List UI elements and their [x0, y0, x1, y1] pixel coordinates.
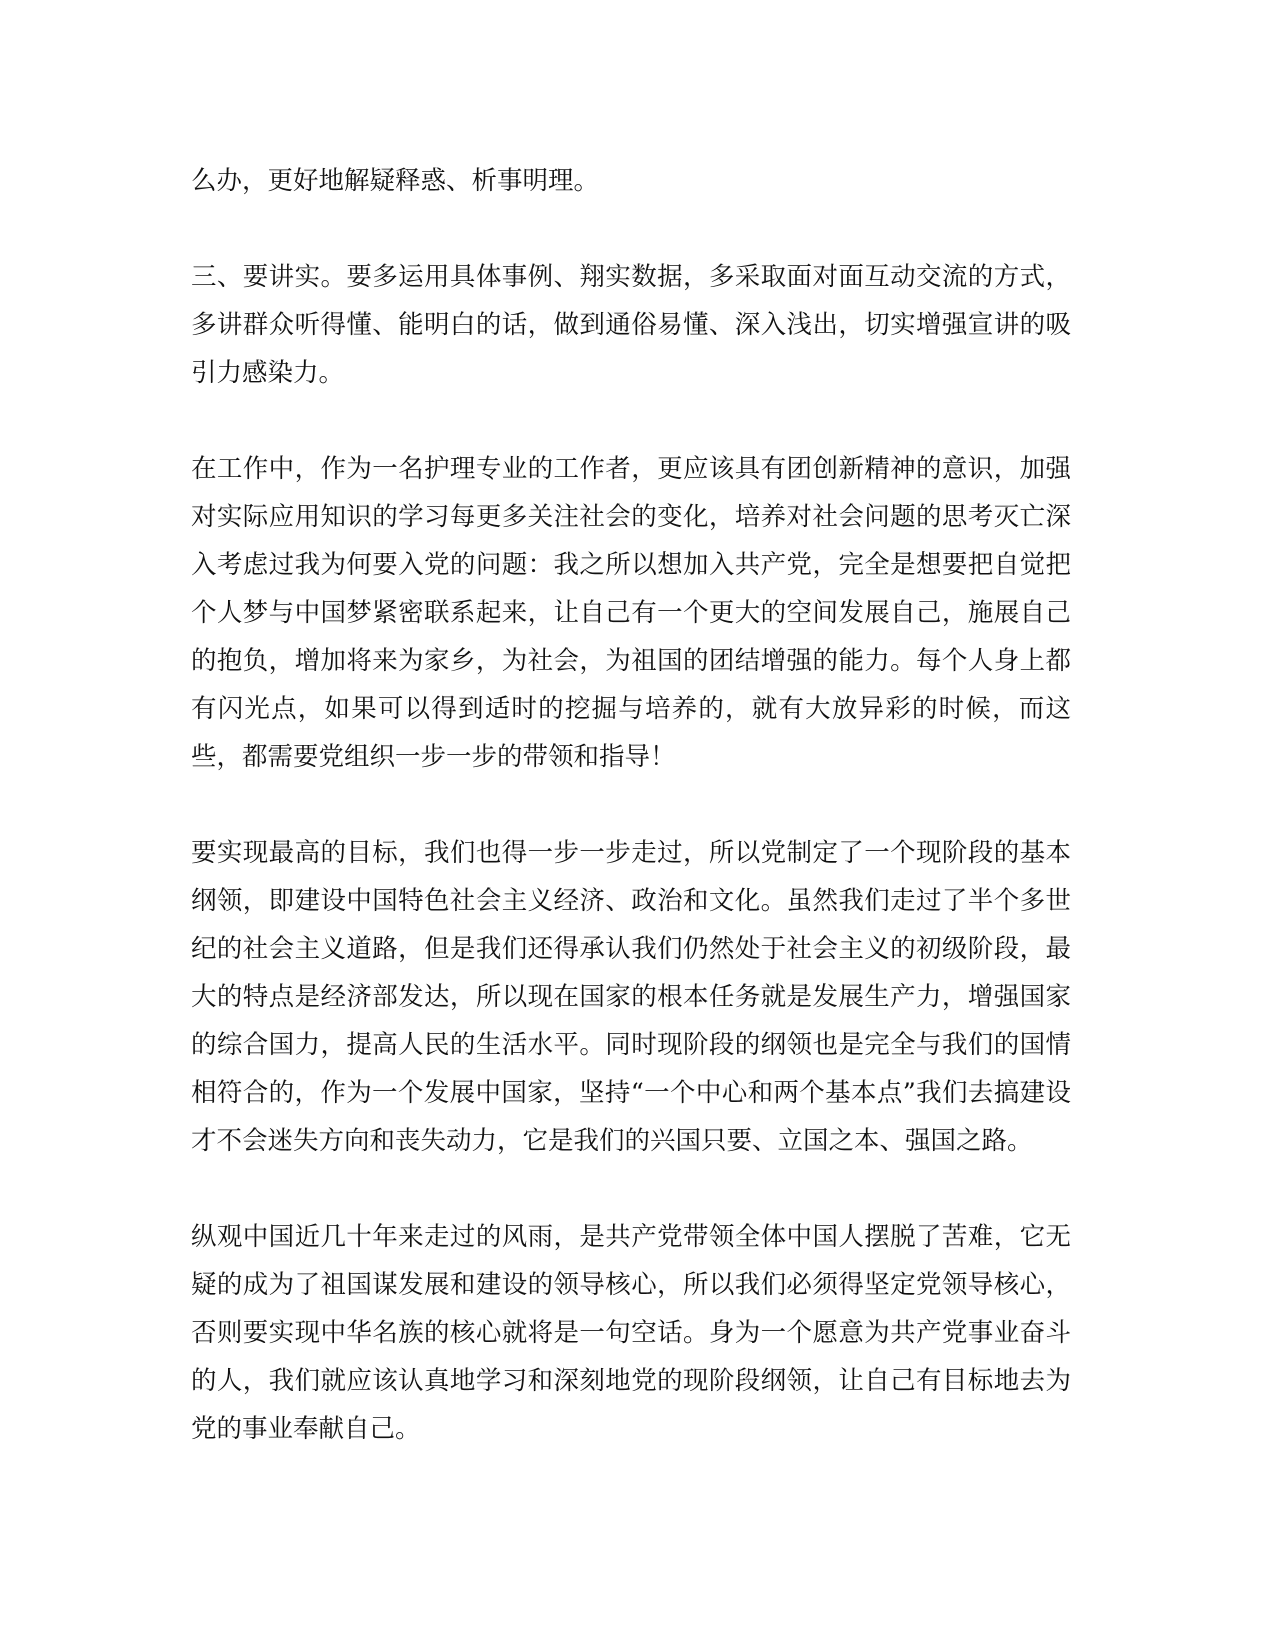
document-body — [191, 157, 1071, 1453]
paragraph-basic-program: 要实现最高的目标，我们也得一步一步走过，所以党制定了一个现阶段的基本纲领，即建设中国特色社会主义经济、政治和文化。虽然我们走过了半个多世纪的社会主义道路，但是我们还得承认我们仍然处于社会主义的初级阶段，最大的特点是经济部发达，所以现在国家的根本任务就是发展生产力，增强国家的综合国力，提高人民的生活水平。同时现阶段的纲领也是完全与我们的国情相符合的，作为一个发展中国家，坚持“一个中心和两个基本点”我们去搞建设才不会迷失方向和丧失动力，它是我们的兴国只要、立国之本、强国之路。 — [191, 838, 1071, 1156]
paragraph-be-practical: 三、要讲实。要多运用具体事例、翔实数据，多采取面对面互动交流的方式，多讲群众听得懂、能明白的话，做到通俗易懂、深入浅出，切实增强宣讲的吸引力感染力。 — [191, 262, 1071, 388]
paragraph-leadership-core: 纵观中国近几十年来走过的风雨，是共产党带领全体中国人摆脱了苦难，它无疑的成为了祖国谋发展和建设的领导核心，所以我们必须得坚定党领导核心，否则要实现中华名族的核心就将是一句空话。身为一个愿意为共产党事业奋斗的人，我们就应该认真地学习和深刻地党的现阶段纲领，让自己有目标地去为党的事业奉献自己。 — [191, 1222, 1071, 1444]
paragraph-continuation: 么办，更好地解疑释惑、析事明理。 — [191, 166, 600, 196]
paragraph-nursing-work: 在工作中，作为一名护理专业的工作者，更应该具有团创新精神的意识，加强对实际应用知识的学习每更多关注社会的变化，培养对社会问题的思考灭亡深入考虑过我为何要入党的问题：我之所以想加入共产党，完全是想要把自觉把个人梦与中国梦紧密联系起来，让自己有一个更大的空间发展自己，施展自己的抱负，增加将来为家乡，为社会，为祖国的团结增强的能力。每个人身上都有闪光点，如果可以得到适时的挖掘与培养的，就有大放异彩的时候，而这些，都需要党组织一步一步的带领和指导！ — [191, 454, 1071, 772]
